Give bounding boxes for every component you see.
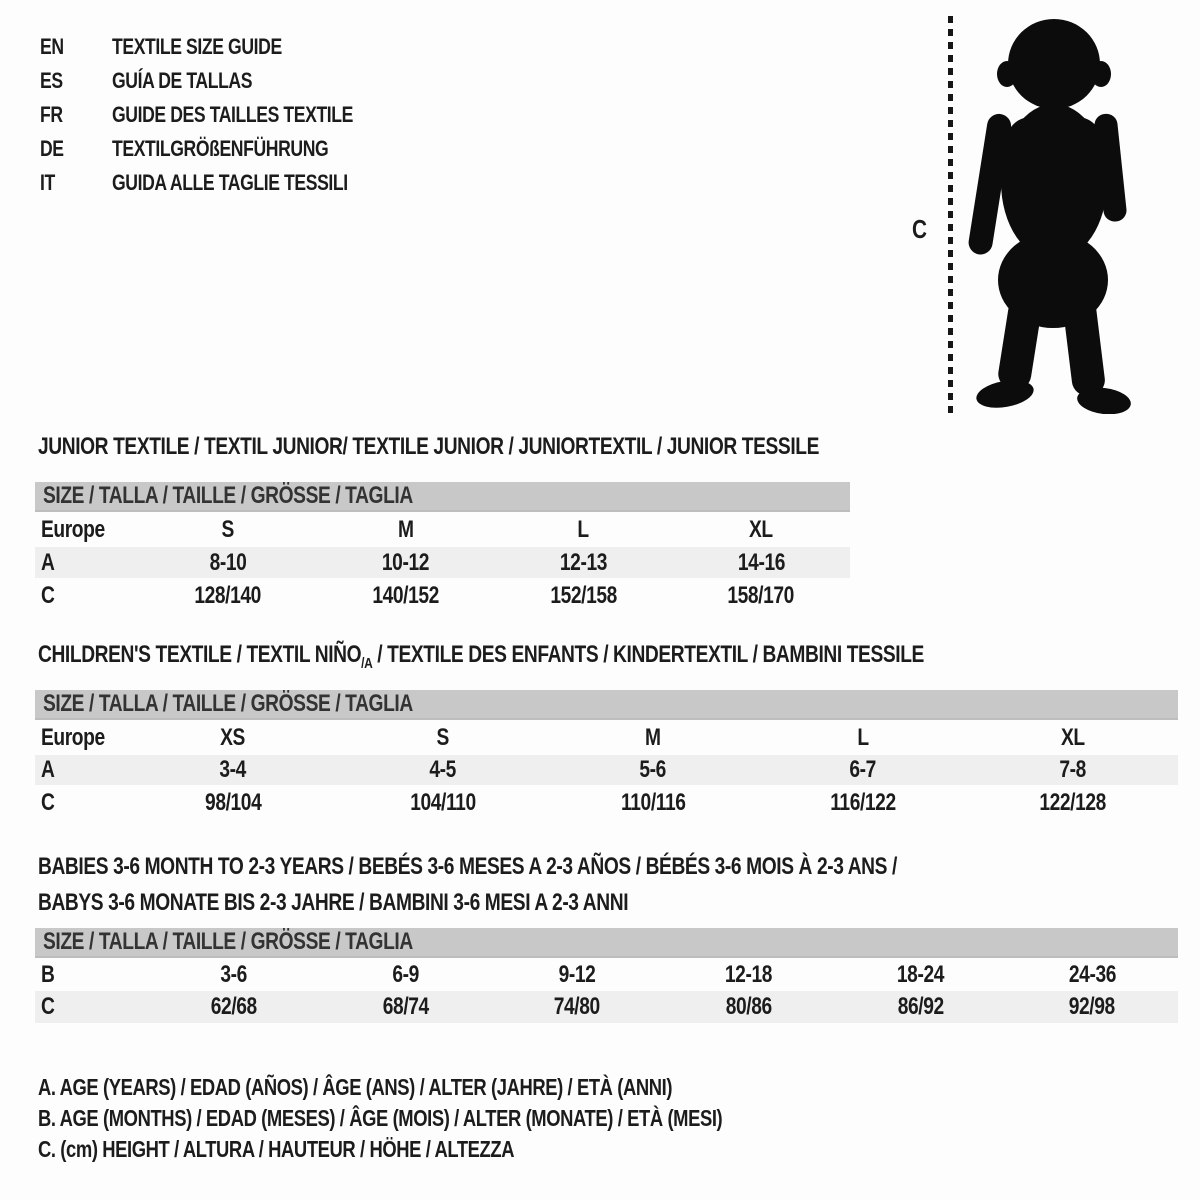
age-value: 6-7 bbox=[849, 756, 877, 783]
months-value: 3-6 bbox=[220, 960, 248, 988]
language-title-list bbox=[40, 30, 413, 200]
size-value: M bbox=[397, 515, 414, 543]
guide-title-de: TEXTILGRÖßENFÜHRUNG bbox=[112, 136, 329, 161]
table-row-height bbox=[35, 578, 850, 613]
table-row-europe bbox=[35, 720, 1178, 755]
legend-age-months: B. AGE (MONTHS) / EDAD (MESES) / ÂGE (MOIS) / ALTER (MONATE) / ETÀ (MESI) bbox=[38, 1105, 723, 1131]
size-value: XL bbox=[749, 515, 773, 543]
age-value: 3-4 bbox=[219, 756, 247, 783]
children-section-title: CHILDREN'S TEXTILE / TEXTIL $NIÑO_{/A}$ / TEXTILE DES ENFANTS / KINDERTEXTIL / BAMBINI TESSILE bbox=[38, 641, 924, 672]
height-value: 128/140 bbox=[194, 581, 262, 609]
row-label: B bbox=[41, 960, 55, 988]
height-value: 140/152 bbox=[372, 581, 439, 609]
size-value: XL bbox=[1061, 723, 1085, 751]
guide-title-es: GUÍA DE TALLAS bbox=[112, 68, 253, 93]
size-header-band: SIZE / TALLA / TAILLE / GRÖSSE / TAGLIA bbox=[35, 928, 1178, 958]
age-value: 14-16 bbox=[737, 548, 785, 576]
height-value: 152/158 bbox=[550, 581, 617, 609]
age-value: 4-5 bbox=[429, 756, 457, 783]
size-value: XS bbox=[220, 723, 246, 751]
size-value: M bbox=[645, 723, 661, 751]
table-row-age bbox=[35, 547, 850, 578]
baby-head bbox=[1008, 19, 1100, 109]
height-measure-dashed-line bbox=[948, 16, 953, 416]
guide-title-fr: GUIDE DES TAILLES TEXTILE bbox=[112, 102, 353, 127]
age-value: 7-8 bbox=[1059, 756, 1087, 783]
table-row-height bbox=[35, 785, 1178, 820]
guide-title-en: TEXTILE SIZE GUIDE bbox=[112, 34, 282, 59]
language-code: ES bbox=[40, 68, 63, 93]
language-row bbox=[40, 132, 413, 166]
size-header-band: SIZE / TALLA / TAILLE / GRÖSSE / TAGLIA bbox=[35, 482, 850, 512]
babies-title-line2: BABYS 3-6 MONATE BIS 2-3 JAHRE / BAMBINI 3-6 MESI A 2-3 ANNI bbox=[38, 889, 629, 916]
table-row-age bbox=[35, 755, 1178, 785]
row-label: A bbox=[41, 756, 55, 783]
row-label: Europe bbox=[41, 515, 105, 543]
size-value: L bbox=[857, 723, 869, 751]
table-row-height bbox=[35, 991, 1178, 1023]
height-value: 74/80 bbox=[554, 993, 601, 1020]
height-value: 68/74 bbox=[382, 993, 429, 1020]
legend-age-years: A. AGE (YEARS) / EDAD (AÑOS) / ÂGE (ANS) / ALTER (JAHRE) / ETÀ (ANNI) bbox=[38, 1074, 673, 1100]
babies-size-table bbox=[35, 928, 1178, 1023]
babies-title-line1: BABIES 3-6 MONTH TO 2-3 YEARS / BEBÉS 3-6 MESES A 2-3 AÑOS / BÉBÉS 3-6 MOIS À 2-3 ANS / bbox=[38, 853, 897, 880]
language-code: IT bbox=[40, 170, 55, 195]
height-value: 104/110 bbox=[410, 788, 476, 816]
guide-title-it: GUIDA ALLE TAGLIE TESSILI bbox=[112, 170, 348, 195]
language-row bbox=[40, 166, 413, 200]
size-value: S bbox=[436, 723, 450, 751]
months-value: 24-36 bbox=[1068, 960, 1116, 988]
language-row bbox=[40, 64, 413, 98]
language-row bbox=[40, 30, 413, 64]
baby-silhouette-image bbox=[958, 12, 1144, 414]
table-row-months bbox=[35, 958, 1178, 991]
height-value: 92/98 bbox=[1069, 993, 1116, 1020]
row-label: A bbox=[41, 548, 55, 576]
row-label: C bbox=[41, 581, 55, 609]
months-value: 6-9 bbox=[392, 960, 419, 988]
junior-section-title: JUNIOR TEXTILE / TEXTIL JUNIOR/ TEXTILE JUNIOR / JUNIORTEXTIL / JUNIOR TESSILE bbox=[38, 433, 819, 460]
size-header-band: SIZE / TALLA / TAILLE / GRÖSSE / TAGLIA bbox=[35, 690, 1178, 720]
babies-section-title bbox=[38, 849, 1112, 921]
months-value: 9-12 bbox=[558, 960, 596, 988]
size-value: L bbox=[577, 515, 590, 543]
age-value: 8-10 bbox=[209, 548, 247, 576]
age-value: 12-13 bbox=[559, 548, 607, 576]
table-row-europe bbox=[35, 512, 850, 547]
height-value: 158/170 bbox=[727, 581, 795, 609]
junior-size-table bbox=[35, 482, 850, 613]
size-value: S bbox=[221, 515, 235, 543]
row-label: C bbox=[41, 788, 55, 816]
measurement-legend bbox=[38, 1072, 893, 1165]
height-value: 80/86 bbox=[725, 993, 772, 1020]
baby-left-leg bbox=[996, 288, 1044, 392]
row-label: C bbox=[41, 993, 55, 1020]
age-value: 5-6 bbox=[639, 756, 667, 783]
legend-height-cm: C. (cm) HEIGHT / ALTURA / HAUTEUR / HÖHE / ALTEZZA bbox=[38, 1136, 515, 1162]
language-code: FR bbox=[40, 102, 63, 127]
age-value: 10-12 bbox=[382, 548, 430, 576]
children-size-table bbox=[35, 690, 1178, 820]
months-value: 18-24 bbox=[896, 960, 945, 988]
months-value: 12-18 bbox=[725, 960, 773, 988]
language-row bbox=[40, 98, 413, 132]
height-value: 110/116 bbox=[620, 788, 686, 816]
language-code: EN bbox=[40, 34, 64, 59]
language-code: DE bbox=[40, 136, 64, 161]
height-value: 122/128 bbox=[1039, 788, 1107, 816]
title-subscript: /A bbox=[361, 654, 373, 672]
height-measure-label: C bbox=[912, 214, 927, 244]
height-value: 86/92 bbox=[897, 993, 944, 1020]
height-value: 98/104 bbox=[204, 788, 262, 816]
row-label: Europe bbox=[41, 723, 105, 751]
height-value: 62/68 bbox=[210, 993, 257, 1020]
height-value: 116/122 bbox=[830, 788, 896, 816]
